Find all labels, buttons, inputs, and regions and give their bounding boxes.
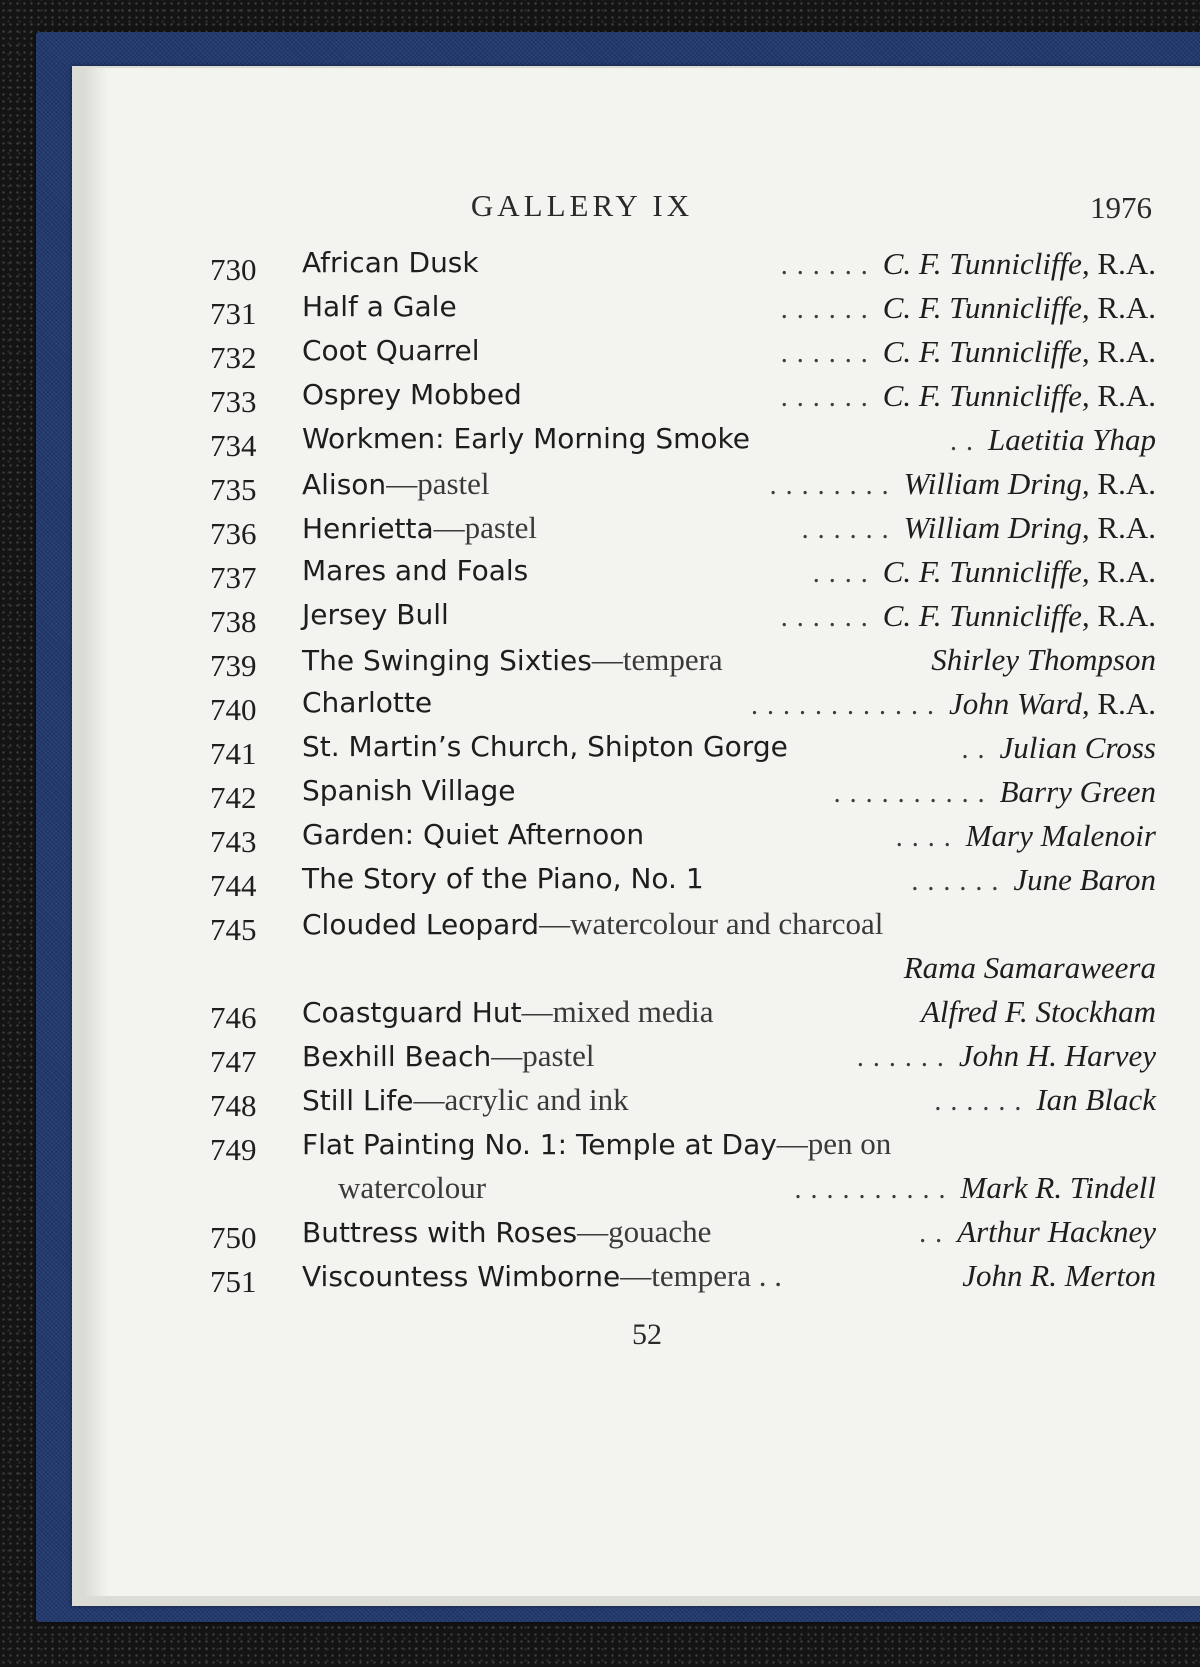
entry-number: 730 (210, 252, 257, 287)
entry-artist (934, 1082, 1156, 1118)
leader-dots: . . . . . . (780, 294, 869, 325)
entry-number: 741 (210, 736, 257, 771)
entry-number: 738 (210, 604, 257, 639)
artist-name: John H. Harvey (958, 1038, 1156, 1073)
entry-title-line (302, 1082, 629, 1118)
leader-dots: . . . . . . . . . . (833, 778, 986, 809)
entry-number: 744 (210, 868, 257, 903)
artist-name: C. F. Tunnicliffe, (882, 598, 1090, 633)
entry-title: Mares and Foals (302, 554, 529, 587)
entry-artist (950, 422, 1156, 458)
artist-honour: R.A. (1089, 466, 1156, 501)
artist-honour: R.A. (1089, 554, 1156, 589)
catalogue-entry (82, 378, 1156, 422)
entry-title: Bexhill Beach (302, 1040, 492, 1073)
entry-artist (781, 334, 1156, 370)
entry-title: Still Life (302, 1084, 414, 1117)
catalogue-entry (82, 1258, 1156, 1302)
artist-name: John Ward, (949, 686, 1090, 721)
entry-title-line (302, 1214, 711, 1250)
entry-number: 734 (210, 428, 257, 463)
artist-name: William Dring, (903, 466, 1090, 501)
entry-number: 735 (210, 472, 257, 507)
artist-name: Ian Black (1036, 1082, 1156, 1117)
entry-artist (781, 598, 1156, 634)
leader-dots: . . . . (812, 558, 869, 589)
catalogue-page (82, 68, 1200, 1596)
entry-title-line (302, 994, 714, 1030)
year: 1976 (1090, 190, 1152, 225)
entry-artist (781, 246, 1156, 282)
catalogue-entry (82, 994, 1156, 1038)
entry-artist (813, 554, 1156, 590)
entry-title: Coot Quarrel (302, 334, 480, 367)
artist-honour: R.A. (1089, 378, 1156, 413)
entry-number: 740 (210, 692, 257, 727)
catalogue-entry (82, 466, 1156, 510)
entry-number: 742 (210, 780, 257, 815)
catalogue-entry (82, 1082, 1156, 1126)
leader-dots: . . (961, 734, 986, 765)
artist-name: June Baron (1013, 862, 1156, 897)
entry-medium: —pastel (433, 510, 537, 545)
catalogue-entry (82, 906, 1156, 950)
artist-name: C. F. Tunnicliffe, (882, 290, 1090, 325)
entry-artist (931, 642, 1156, 678)
entry-number: 733 (210, 384, 257, 419)
leader-dots: . . (950, 426, 975, 457)
gallery-title: GALLERY IX (470, 188, 694, 223)
leader-dots: . . . . . . (801, 514, 890, 545)
entry-title-line (302, 906, 883, 942)
leader-dots: . . . . . . (780, 602, 869, 633)
catalogue-entry (82, 1038, 1156, 1082)
entry-number: 746 (210, 1000, 257, 1035)
leader-dots: . . . . . . (780, 250, 869, 281)
leader-dots: . . . . . . . . (769, 470, 890, 501)
entry-title: The Swinging Sixties (302, 644, 592, 677)
entry-title: Garden: Quiet Afternoon (302, 818, 645, 851)
entry-title: Henrietta (302, 512, 434, 545)
entry-title-line (302, 730, 788, 763)
entry-title: St. Martin’s Church, Shipton Gorge (302, 730, 788, 763)
leader-dots: . . . . . . . . . . (794, 1174, 947, 1205)
artist-name: Barry Green (999, 774, 1156, 809)
catalogue-entry (82, 598, 1156, 642)
entry-medium: —mixed media (521, 994, 714, 1029)
leader-dots: . . . . . . (856, 1042, 945, 1073)
catalogue-entry (82, 642, 1156, 686)
artist-name: Laetitia Yhap (988, 422, 1156, 457)
entry-artist (904, 950, 1156, 986)
entry-number: 731 (210, 296, 257, 331)
catalogue-entry (82, 554, 1156, 598)
entry-medium: —acrylic and ink (413, 1082, 629, 1117)
entry-artist (770, 466, 1156, 502)
entry-medium: —tempera (591, 642, 723, 677)
entry-artist (919, 1214, 1156, 1250)
entry-artist (911, 862, 1156, 898)
artist-name: William Dring, (903, 510, 1090, 545)
leader-dots: . . . . . . (780, 338, 869, 369)
artist-name: Mark R. Tindell (960, 1170, 1156, 1205)
entry-title: Jersey Bull (302, 598, 449, 631)
artist-name: John R. Merton (962, 1258, 1156, 1293)
artist-name: Julian Cross (999, 730, 1156, 765)
entry-title: Charlotte (302, 686, 433, 719)
entry-artist (751, 686, 1156, 722)
entry-title-line (302, 378, 522, 411)
entry-title-line (302, 686, 432, 719)
entry-title-line (302, 1258, 782, 1294)
entry-title: Buttress with Roses (302, 1216, 578, 1249)
catalogue-entry (82, 1214, 1156, 1258)
entry-number: 745 (210, 912, 257, 947)
catalogue-entry (82, 686, 1156, 730)
leader-dots: . . . . . . (780, 382, 869, 413)
entry-artist (896, 818, 1156, 854)
entry-medium: —pastel (386, 466, 490, 501)
artist-honour: R.A. (1089, 246, 1156, 281)
entry-title-line (302, 642, 723, 678)
entry-title: Osprey Mobbed (302, 378, 522, 411)
entry-number: 748 (210, 1088, 257, 1123)
artist-honour: R.A. (1089, 290, 1156, 325)
entry-title: Alison (302, 468, 387, 501)
entry-medium: —watercolour and charcoal (539, 906, 884, 941)
artist-name: C. F. Tunnicliffe, (882, 554, 1090, 589)
artist-honour: R.A. (1089, 334, 1156, 369)
entry-medium: —pastel (491, 1038, 595, 1073)
leader-dots: . . . . (895, 822, 952, 853)
entry-artist (795, 1170, 1156, 1206)
entry-title: Coastguard Hut (302, 996, 522, 1029)
artist-name: Rama Samaraweera (903, 950, 1156, 985)
artist-name: C. F. Tunnicliffe, (882, 378, 1090, 413)
entry-title: African Dusk (302, 246, 479, 279)
entry-number: 732 (210, 340, 257, 375)
leader-dots: . . . . . . (911, 866, 1000, 897)
entry-number: 750 (210, 1220, 257, 1255)
page-header (82, 188, 1152, 228)
artist-honour: R.A. (1089, 686, 1156, 721)
catalogue-entry (82, 818, 1156, 862)
entry-number: 737 (210, 560, 257, 595)
entry-number: 739 (210, 648, 257, 683)
leader-dots: . . . . . . (934, 1086, 1023, 1117)
catalogue-entry (82, 730, 1156, 774)
catalogue-entry (82, 1126, 1156, 1170)
entry-title-line (302, 290, 457, 323)
artist-name: Shirley Thompson (931, 642, 1156, 677)
entry-artist (962, 1258, 1156, 1294)
entry-artist (781, 290, 1156, 326)
entry-artist (962, 730, 1156, 766)
entry-medium: —gouache (577, 1214, 712, 1249)
entry-artist (834, 774, 1156, 810)
entry-title-continuation: watercolour (338, 1170, 487, 1205)
entry-number: 747 (210, 1044, 257, 1079)
catalogue-entry (82, 334, 1156, 378)
artist-honour: R.A. (1089, 598, 1156, 633)
entry-title-line (302, 334, 480, 367)
entry-artist (802, 510, 1156, 546)
entry-title-line (302, 510, 537, 546)
entry-number: 749 (210, 1132, 257, 1167)
entry-title: Flat Painting No. 1: Temple at Day (302, 1128, 777, 1161)
catalogue-entry (82, 774, 1156, 818)
artist-name: C. F. Tunnicliffe, (882, 246, 1090, 281)
entry-title: Spanish Village (302, 774, 516, 807)
entry-title-line (302, 774, 516, 807)
leader-dots: . . (919, 1218, 944, 1249)
artist-name: C. F. Tunnicliffe, (882, 334, 1090, 369)
entry-artist (781, 378, 1156, 414)
entry-number: 743 (210, 824, 257, 859)
catalogue-entry (82, 246, 1156, 290)
entry-title: Viscountess Wimborne (302, 1260, 621, 1293)
artist-name: Arthur Hackney (957, 1214, 1156, 1249)
entry-title-line (302, 1038, 595, 1074)
catalogue-entry-continuation (82, 950, 1156, 994)
artist-name: Alfred F. Stockham (920, 994, 1156, 1029)
entry-title-line (302, 554, 528, 587)
leader-dots: . . . . . . . . . . . . (751, 690, 936, 721)
entry-artist (857, 1038, 1156, 1074)
page-number: 52 (632, 1318, 662, 1351)
entry-number: 751 (210, 1264, 257, 1299)
catalogue-entry (82, 290, 1156, 334)
artist-name: Mary Malenoir (965, 818, 1156, 853)
catalogue-entry-continuation (82, 1170, 1156, 1214)
artist-honour: R.A. (1089, 510, 1156, 545)
entry-title-line (302, 466, 490, 502)
catalogue-entry (82, 422, 1156, 466)
entry-medium: —tempera . . (620, 1258, 783, 1293)
entry-number: 736 (210, 516, 257, 551)
catalogue-entry (82, 862, 1156, 906)
entry-title: Clouded Leopard (302, 908, 540, 941)
entry-title-line (302, 246, 479, 279)
catalogue-entry (82, 510, 1156, 554)
entry-title-line (302, 862, 704, 895)
entry-title-line (302, 598, 449, 631)
entry-title: Half a Gale (302, 290, 457, 323)
entry-title-line (302, 422, 750, 455)
entry-title-line (302, 1126, 891, 1162)
entry-title: Workmen: Early Morning Smoke (302, 422, 750, 455)
entry-title-line (302, 818, 644, 851)
entry-medium: —pen on (776, 1126, 892, 1161)
entry-artist (921, 994, 1156, 1030)
entry-title: The Story of the Piano, No. 1 (302, 862, 704, 895)
